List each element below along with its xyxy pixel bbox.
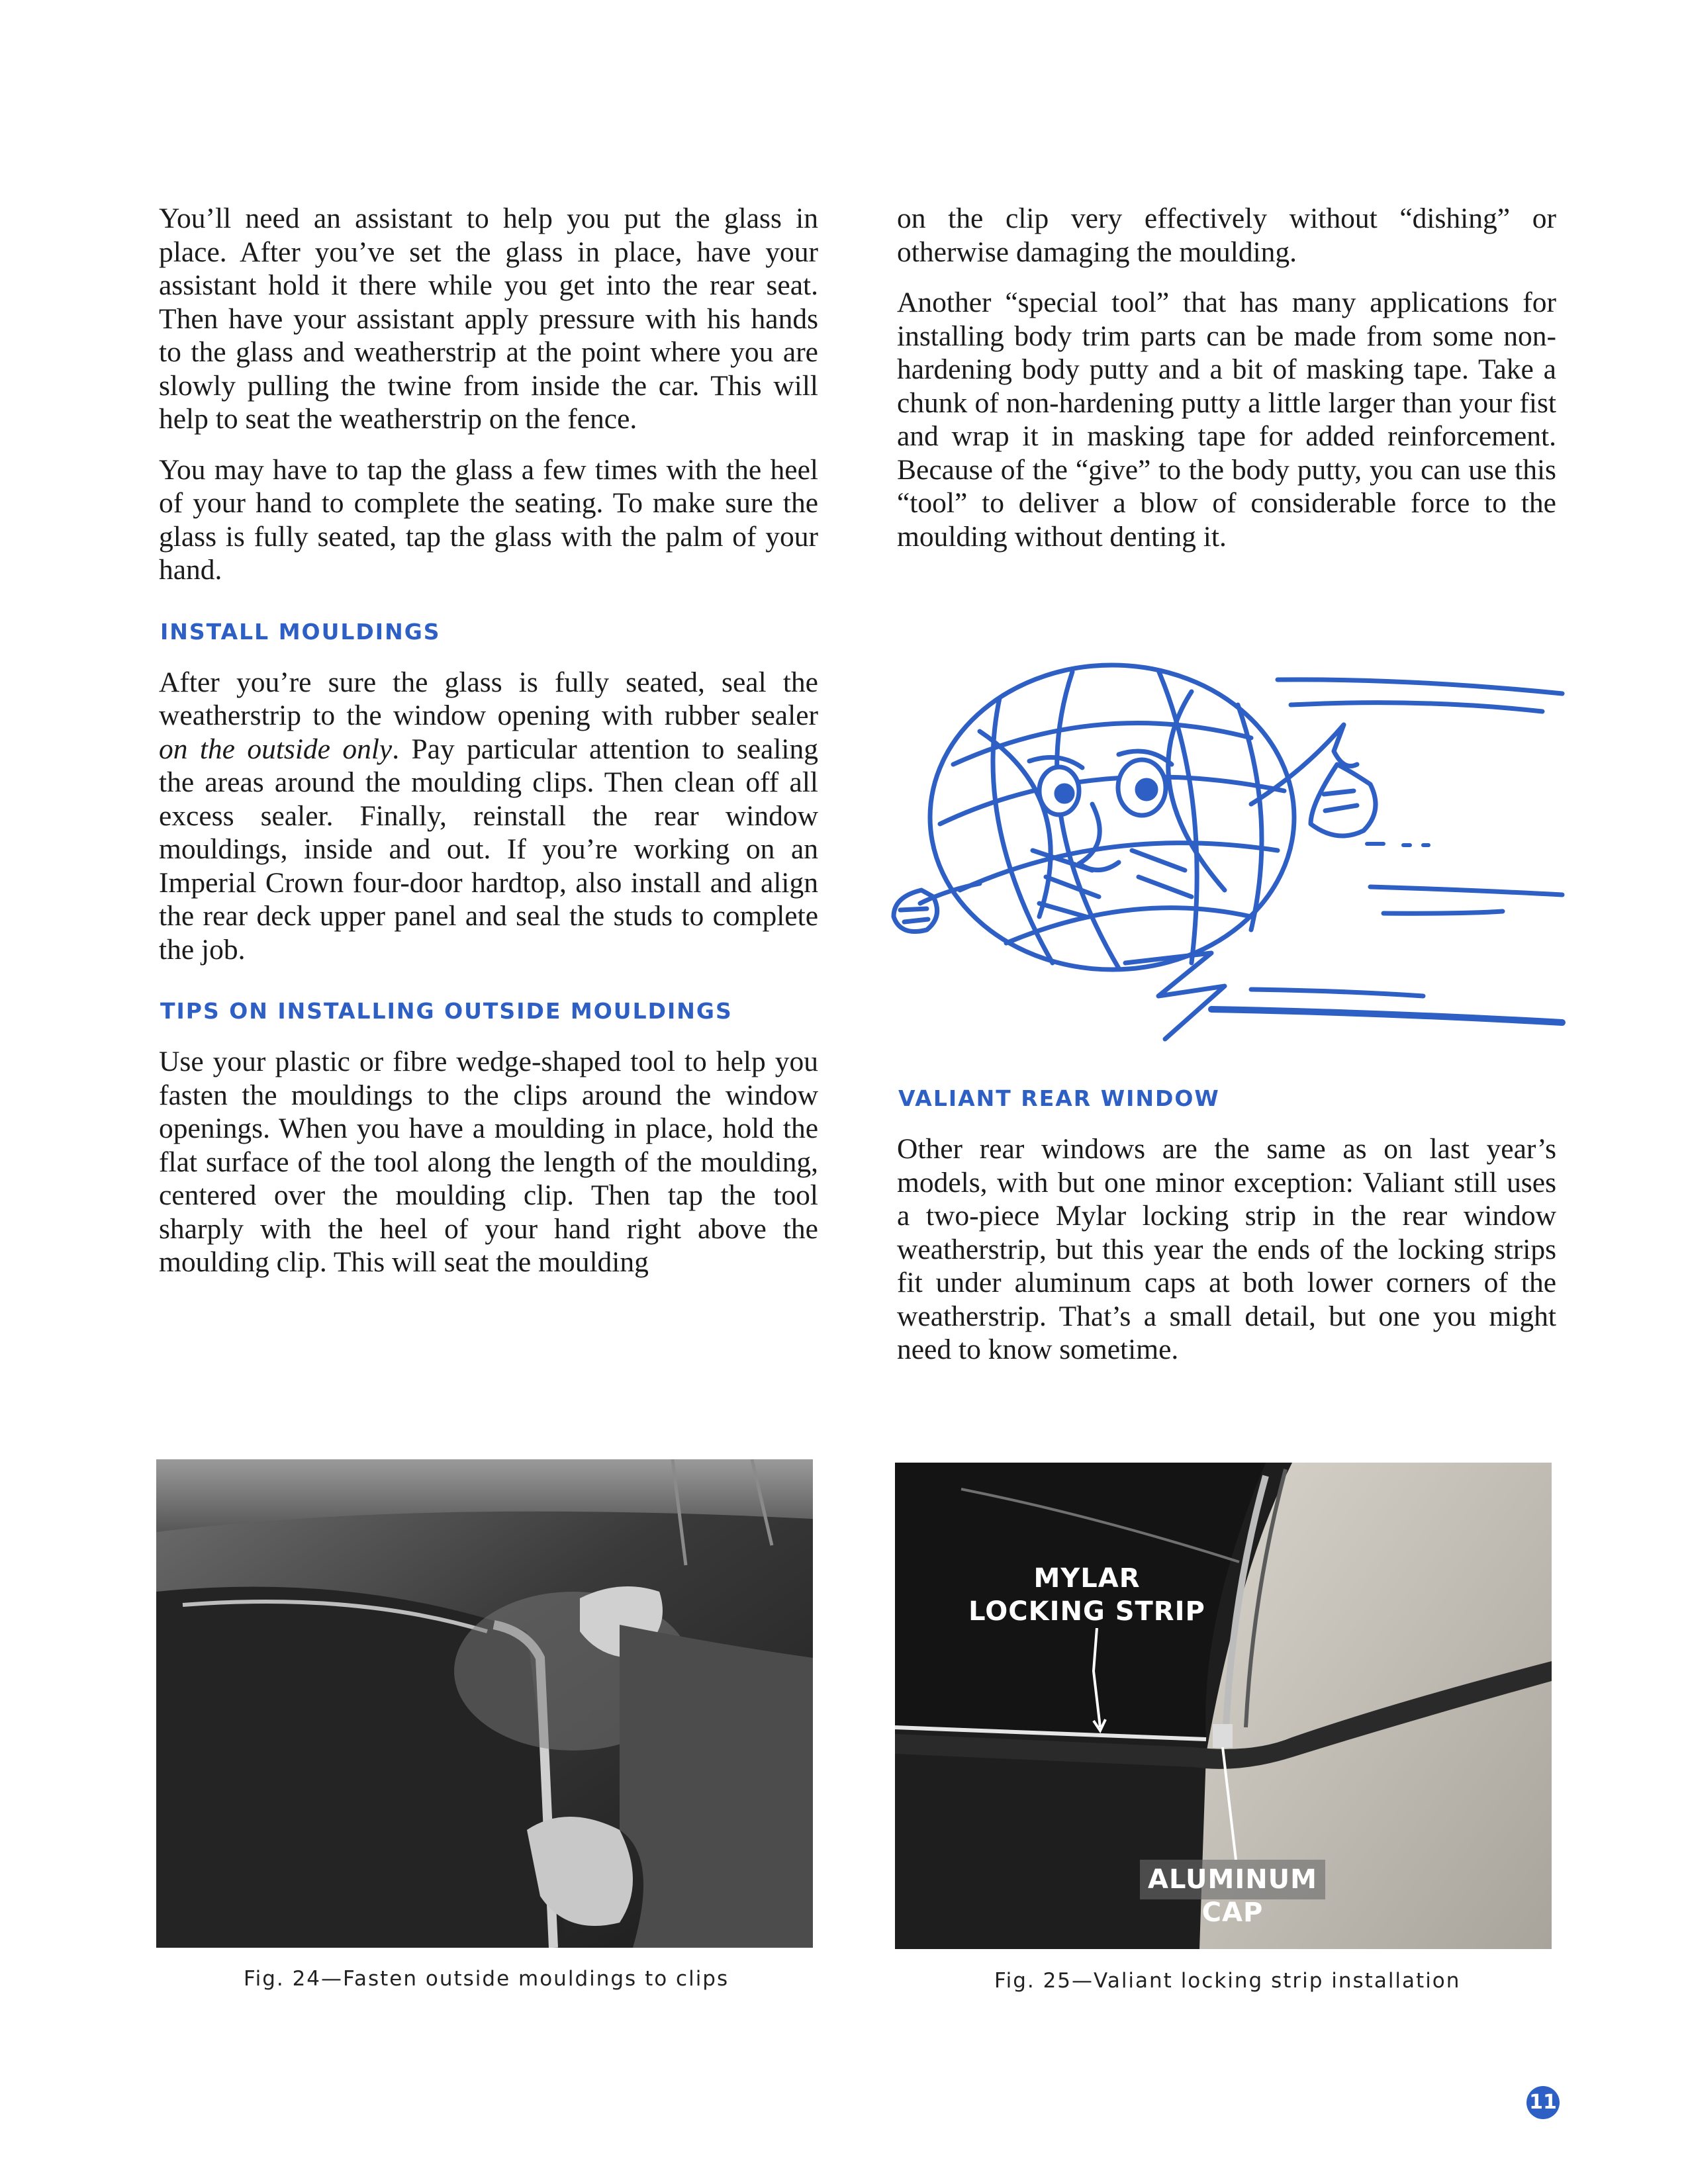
fig24-photo-illustration bbox=[156, 1459, 813, 1948]
paragraph-tap-glass: You may have to tap the glass a few times with the heel of your hand to complete the seating. To make sure the glass is fully seated, tap the glass with the palm of your hand. bbox=[159, 453, 818, 586]
left-column bbox=[159, 202, 818, 1297]
right-column bbox=[897, 202, 1556, 570]
fig24-caption: Fig. 24—Fasten outside mouldings to clips bbox=[244, 1967, 729, 1991]
putty-ball-cartoon-illustration bbox=[880, 652, 1575, 1062]
fig25-label-mylar-line1: MYLAR bbox=[1033, 1563, 1141, 1594]
paragraph-special-tool: Another “special tool” that has many applications for installing body trim parts can be made from some non-hardening body putty and a bit of masking tape. Take a chunk of non-hardening putty a little larger than your fist and wrap it in masking tape for added reinforcement. Because of the “give” to the body putty, you can use this “tool” to deliver a blow of considerable force to the moulding without denting it. bbox=[897, 287, 1556, 553]
text-fragment: . Pay particular attention to sealing the areas around the moulding clips. Then clean off all excess sealer. Finally, reinstall the rear window mouldings, inside and out. If you’re working on an Imperial Crown four-door hardtop, also install and align the rear deck upper panel and seal the studs to complete the job. bbox=[159, 733, 818, 966]
paragraph-valiant-locking-strip: Other rear windows are the same as on last year’s models, with but one minor exception: Valiant still uses a two-piece Mylar locking strip in the rear window weatherstrip, but this year the ends of the locking strips fit under aluminum caps at both lower corners of the weatherstrip. That’s a small detail, but one you might need to know sometime. bbox=[897, 1133, 1556, 1365]
fig25-label-mylar-line2: LOCKING STRIP bbox=[968, 1596, 1205, 1627]
emphasis-outside-only: on the outside only bbox=[159, 733, 393, 765]
paragraph-seat-glass: You’ll need an assistant to help you put the glass in place. After you’ve set the glass in place, have your assistant hold it there while you get into the rear seat. Then have your assistant apply pressure with his hands to the glass and weatherstrip at the point where you are slowly pulling the twine from inside the car. This will help to seat the weatherstrip on the fence. bbox=[159, 203, 818, 435]
text-fragment: After you’re sure the glass is fully seated, seal the weatherstrip to the window opening with rubber sealer bbox=[159, 666, 818, 731]
fig25-label-aluminum-cap: ALUMINUM CAP bbox=[1148, 1864, 1317, 1928]
heading-valiant-rear-window: VALIANT REAR WINDOW bbox=[898, 1085, 1220, 1111]
fig25-photo bbox=[895, 1463, 1552, 1949]
paragraph-clip-dishing: on the clip very effectively without “dishing” or otherwise damaging the moulding. bbox=[897, 203, 1556, 268]
fig25-label-mylar bbox=[921, 1562, 1252, 1628]
right-column-lower bbox=[897, 1085, 1556, 1384]
fig24-photo bbox=[156, 1459, 813, 1948]
fig25-caption: Fig. 25—Valiant locking strip installation bbox=[994, 1969, 1461, 1993]
heading-install-mouldings: INSTALL MOULDINGS bbox=[160, 618, 441, 645]
paragraph-seal-weatherstrip bbox=[159, 666, 818, 967]
page-number-badge: 11 bbox=[1526, 2086, 1560, 2119]
heading-tips-outside-mouldings: TIPS ON INSTALLING OUTSIDE MOULDINGS bbox=[160, 998, 733, 1024]
paragraph-wedge-tool: Use your plastic or fibre wedge-shaped tool to help you fasten the mouldings to the clips around the window openings. When you have a moulding in place, hold the flat surface of the tool along the length of the moulding, centered over the moulding clip. Then tap the tool sharply with the heel of your hand right above the moulding clip. This will seat the moulding bbox=[159, 1046, 818, 1278]
